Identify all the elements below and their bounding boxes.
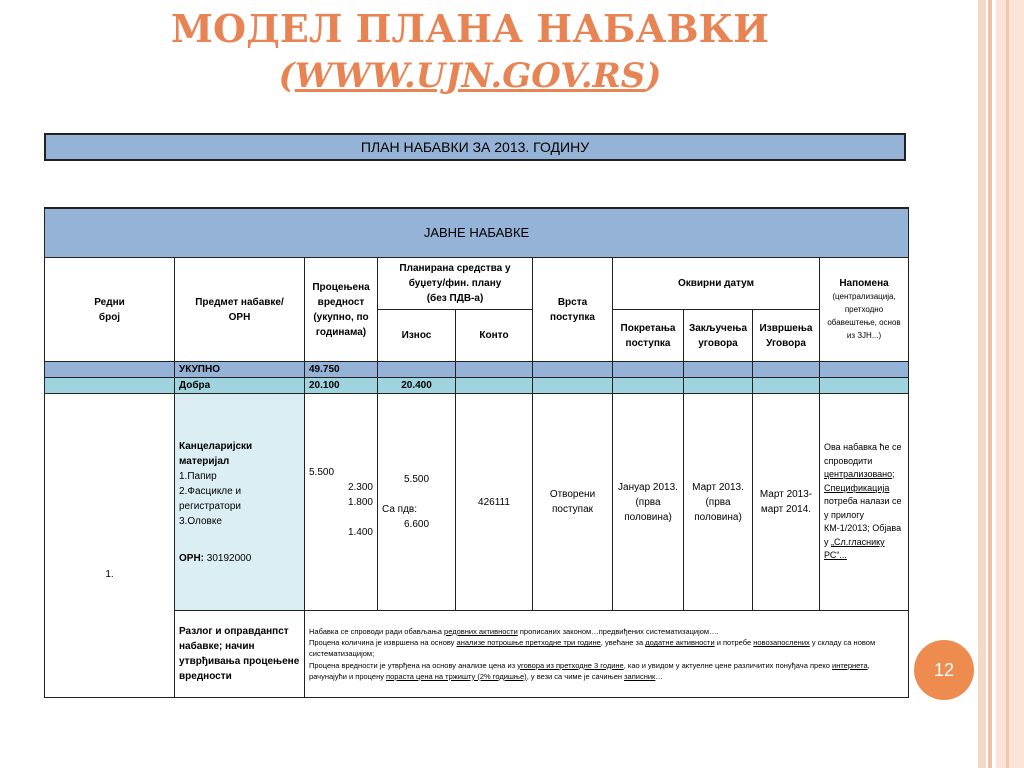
- source-link[interactable]: WWW.UJN.GOV.RS: [294, 56, 646, 96]
- reason-text: Набавка се спроводи ради обављања редовних активности прописаних законом…предвиђених систематизацијом…. Процена количина је извршена на основу анализе потрошње претходне три године, увећане за додатне активности и потребе новозапослених у складу са новом систематизацијом; Процена вредности је утврђена на основу анализе цена из уговора из претходне 3 године, као и увидом у актуелне цене различитих понуђача преко интернета, рачунајући и процену пораста цена на тржишту (2% годишње), у вези са чиме је сачињен записник…: [305, 611, 909, 698]
- slide-subtitle: [40, 56, 900, 96]
- paren-open: (: [278, 56, 295, 96]
- decor-stripe: [988, 0, 992, 768]
- plan-header: ПЛАН НАБАВКИ ЗА 2013. ГОДИНУ: [44, 133, 906, 161]
- orn-code: ОРН: 30192000: [179, 552, 252, 564]
- list-item: 2.Фасцикле и регистратори: [179, 485, 242, 512]
- col-header-estimated-value: Процењена вредност (укупно, по годинама): [305, 258, 378, 362]
- col-header-note: Напомена (централизација, претходно обавештење, основ из ЗЈН...): [820, 258, 909, 362]
- reason-label: Разлог и оправданпст набавке; начин утврђивања процењене вредности: [175, 611, 305, 698]
- procedure-cell: Отворени поступак: [533, 394, 613, 611]
- subject-cell: [175, 394, 305, 611]
- procurement-table: [44, 207, 909, 698]
- goods-value: 20.100: [305, 378, 378, 394]
- goods-label: Добра: [175, 378, 305, 394]
- goods-amount: 20.400: [378, 378, 456, 394]
- list-item: 1.Папир: [179, 470, 217, 482]
- slide-title: МОДЕЛ ПЛАНА НАБАВКИ: [170, 6, 770, 51]
- execution-date-cell: Март 2013- март 2014.: [753, 394, 820, 611]
- col-header-execution: Извршења Уговора: [753, 310, 820, 362]
- row-number: 1.: [45, 394, 175, 698]
- col-header-planned-funds: Планирана средства у буџету/фин. плану (без ПДВ-а): [378, 258, 533, 310]
- value-cell: 5.500 2.300 1.800 1.400: [305, 394, 378, 611]
- account-cell: 426111: [456, 394, 533, 611]
- total-row: [45, 362, 909, 378]
- conclusion-date-cell: Март 2013. (прва половина): [684, 394, 753, 611]
- goods-row: [45, 378, 909, 394]
- col-header-account: Конто: [456, 310, 533, 362]
- section-header: ЈАВНЕ НАБАВКЕ: [45, 208, 909, 258]
- note-cell: Ова набавка ће се спроводити централизовано; Спецификација потреба налази се у прилогу КМ-1/2013; Објава у „Сл.гласнику РС“...: [820, 394, 909, 611]
- decor-stripe: [996, 0, 1024, 768]
- decor-stripe: [1006, 0, 1009, 768]
- paren-close: ): [645, 56, 662, 96]
- col-header-dates: Оквирни датум: [613, 258, 820, 310]
- col-header-number: Редни број: [45, 258, 175, 362]
- page-number-badge: 12: [914, 640, 974, 700]
- subject-title: Канцеларијски материјал: [179, 440, 253, 467]
- reason-row: [45, 611, 909, 698]
- col-header-subject: Предмет набавке/ ОРН: [175, 258, 305, 362]
- total-label: УКУПНО: [175, 362, 305, 378]
- col-header-procedure-type: Врста поступка: [533, 258, 613, 362]
- amount-cell: 5.500 Са пдв: 6.600: [378, 394, 456, 611]
- total-value: 49.750: [305, 362, 378, 378]
- col-header-start: Покретања поступка: [613, 310, 684, 362]
- col-header-conclusion: Закључења уговора: [684, 310, 753, 362]
- start-date-cell: Јануар 2013. (прва половина): [613, 394, 684, 611]
- table-row: [45, 394, 909, 611]
- decor-stripe: [978, 0, 986, 768]
- col-header-amount: Износ: [378, 310, 456, 362]
- list-item: 3.Оловке: [179, 515, 222, 527]
